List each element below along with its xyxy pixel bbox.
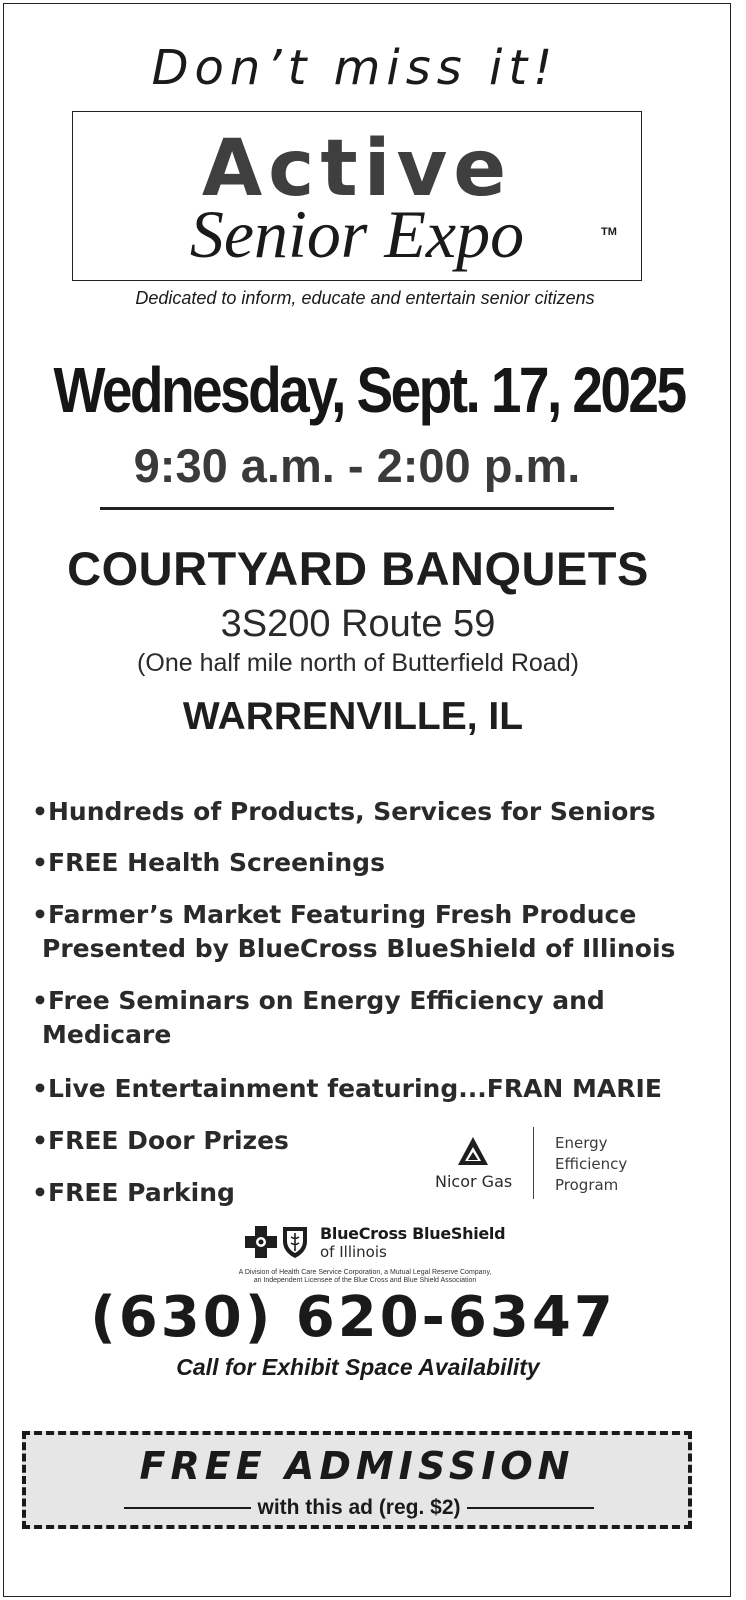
dedication-text: Dedicated to inform, educate and entertain senior citizens bbox=[135, 288, 595, 308]
feature-text: FREE Door Prizes bbox=[48, 1126, 289, 1155]
bullet-icon: • bbox=[32, 900, 48, 929]
feature-text-continued: Medicare bbox=[42, 1020, 172, 1049]
feature-item bbox=[32, 846, 385, 880]
nicor-gas-logo-icon bbox=[457, 1135, 489, 1167]
time-underline bbox=[100, 507, 614, 510]
bullet-icon: • bbox=[32, 1074, 48, 1103]
phone-number: (630) 620-6347 bbox=[90, 1285, 616, 1350]
bcbs-state: of Illinois bbox=[320, 1243, 387, 1261]
coupon-title: FREE ADMISSION bbox=[139, 1444, 575, 1488]
feature-text-continued: Presented by BlueCross BlueShield of Illinois bbox=[42, 934, 676, 963]
feature-text: FREE Health Screenings bbox=[48, 848, 385, 877]
feature-text: Free Seminars on Energy Efficiency and bbox=[48, 986, 605, 1015]
bcbs-fine-print: A Division of Health Care Service Corporation, a Mutual Legal Reserve Company, bbox=[238, 1269, 492, 1276]
event-date: Wednesday, Sept. 17, 2025 bbox=[53, 354, 685, 426]
nicor-gas-label: Nicor Gas bbox=[435, 1172, 513, 1191]
logo-senior-expo-text: Senior Expo bbox=[189, 196, 525, 272]
feature-item bbox=[32, 1072, 662, 1106]
trademark-symbol: TM bbox=[601, 226, 617, 238]
bullet-icon: • bbox=[32, 1178, 48, 1207]
coupon-subtitle-row bbox=[124, 1495, 594, 1521]
feature-text: Hundreds of Products, Services for Seniors bbox=[48, 797, 656, 826]
coupon-rule-right bbox=[467, 1507, 594, 1509]
bullet-icon: • bbox=[32, 1126, 48, 1155]
energy-efficiency-program-label: Energy Efficiency Program bbox=[555, 1134, 628, 1194]
coupon-rule-left bbox=[124, 1507, 251, 1509]
feature-text: FREE Parking bbox=[48, 1178, 235, 1207]
sponsor-divider bbox=[533, 1127, 534, 1199]
bullet-icon: • bbox=[32, 986, 48, 1015]
bcbs-fine-print: an Independent Licensee of the Blue Cross and Blue Shield Association bbox=[253, 1277, 477, 1284]
event-time: 9:30 a.m. - 2:00 p.m. bbox=[133, 439, 581, 492]
feature-item bbox=[32, 898, 675, 966]
bullet-icon: • bbox=[32, 848, 48, 877]
bullet-icon: • bbox=[32, 797, 48, 826]
bcbs-cross-shield-icon bbox=[243, 1224, 315, 1260]
venue-name: COURTYARD BANQUETS bbox=[67, 542, 649, 595]
venue-direction: (One half mile north of Butterfield Road) bbox=[137, 649, 579, 677]
feature-item bbox=[32, 1176, 235, 1210]
venue-city: WARRENVILLE, IL bbox=[182, 695, 524, 738]
bcbs-name: BlueCross BlueShield bbox=[320, 1224, 506, 1243]
feature-text: Live Entertainment featuring...FRAN MARIE bbox=[48, 1074, 662, 1103]
venue-address: 3S200 Route 59 bbox=[220, 603, 496, 645]
feature-item bbox=[32, 1124, 289, 1158]
feature-item bbox=[32, 984, 605, 1052]
feature-item bbox=[32, 795, 656, 829]
tagline: Don’t miss it! bbox=[151, 40, 559, 96]
expo-logo bbox=[72, 111, 642, 281]
feature-text: Farmer’s Market Featuring Fresh Produce bbox=[48, 900, 637, 929]
coupon-subtitle: with this ad (reg. $2) bbox=[257, 1496, 461, 1519]
exhibit-call-text: Call for Exhibit Space Availability bbox=[176, 1354, 540, 1380]
free-admission-coupon bbox=[22, 1431, 692, 1529]
logo-active-text: Active bbox=[201, 124, 513, 214]
